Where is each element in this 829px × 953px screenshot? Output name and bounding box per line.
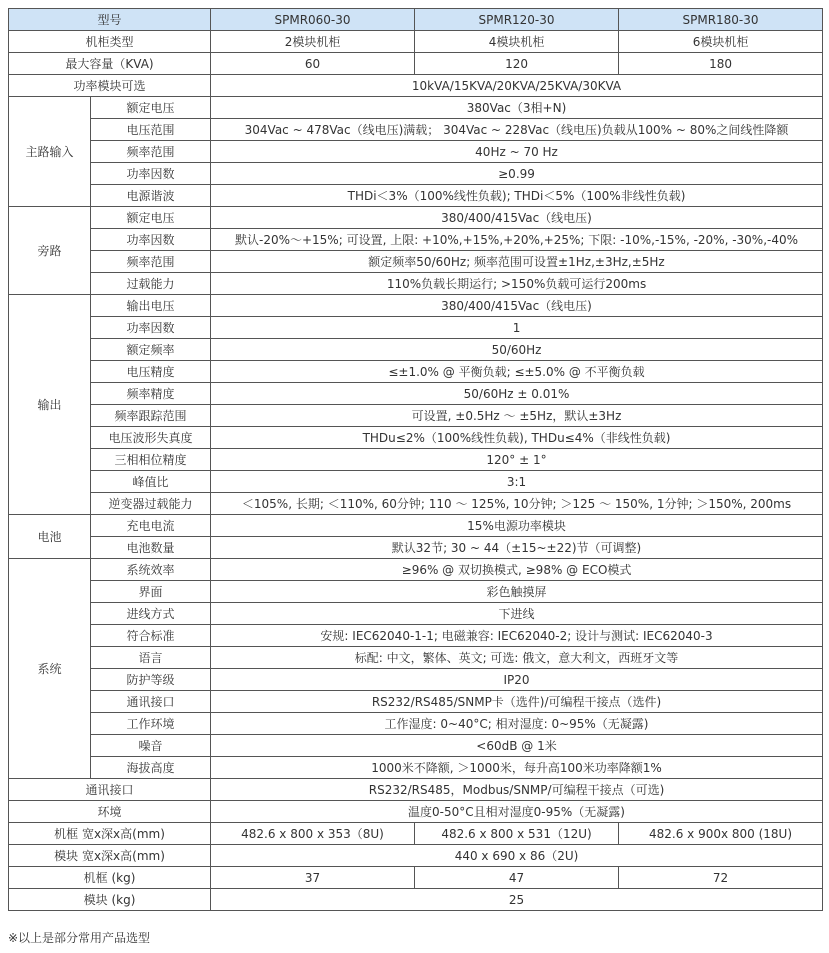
row-value: 安规: IEC62040-1-1; 电磁兼容: IEC62040-2; 设计与测试: IEC62040-3: [211, 625, 823, 647]
row-value: 380Vac（3相+N): [211, 97, 823, 119]
row-label: 最大容量（KVA): [9, 53, 211, 75]
row-label: 逆变器过载能力: [91, 493, 211, 515]
footnote: ※以上是部分常用产品选型: [8, 931, 151, 945]
spec-row: [9, 229, 823, 251]
spec-row: [9, 273, 823, 295]
row-label: 环境: [9, 801, 211, 823]
row-label: 通讯接口: [91, 691, 211, 713]
row-value: 60: [211, 53, 415, 75]
row-value: RS232/RS485，Modbus/SNMP/可编程干接点（可选): [211, 779, 823, 801]
row-value: 25: [211, 889, 823, 911]
row-value: 120° ± 1°: [211, 449, 823, 471]
row-label: 功率因数: [91, 163, 211, 185]
row-value: 304Vac ~ 478Vac（线电压)满载； 304Vac ~ 228Vac（线电压)负载从100% ~ 80%之间线性降额: [211, 119, 823, 141]
group-label: 旁路: [9, 207, 91, 295]
row-label: 进线方式: [91, 603, 211, 625]
row-label: 频率跟踪范围: [91, 405, 211, 427]
spec-row: [9, 537, 823, 559]
spec-row: [9, 801, 823, 823]
spec-row: [9, 691, 823, 713]
row-value: 标配: 中文，繁体、英文; 可选: 俄文，意大利文，西班牙文等: [211, 647, 823, 669]
row-label: 输出电压: [91, 295, 211, 317]
spec-row: [9, 317, 823, 339]
spec-row: [9, 163, 823, 185]
row-label: 功率因数: [91, 229, 211, 251]
row-value: THDu≤2%（100%线性负载), THDu≤4%（非线性负载): [211, 427, 823, 449]
spec-row: [9, 383, 823, 405]
row-label: 过载能力: [91, 273, 211, 295]
spec-row: [9, 119, 823, 141]
spec-row: [9, 75, 823, 97]
row-label: 电源谐波: [91, 185, 211, 207]
row-value: 1000米不降额, ＞1000米，每升高100米功率降额1%: [211, 757, 823, 779]
spec-row: [9, 185, 823, 207]
row-label: 峰值比: [91, 471, 211, 493]
row-label: 电压精度: [91, 361, 211, 383]
row-value: 47: [415, 867, 619, 889]
row-value: ＜105%, 长期; ＜110%, 60分钟; 110 ～ 125%, 10分钟; ＞125 ～ 150%, 1分钟; ＞150%, 200ms: [211, 493, 823, 515]
row-label: 充电电流: [91, 515, 211, 537]
row-label: 三相相位精度: [91, 449, 211, 471]
row-value: 10kVA/15KVA/20KVA/25KVA/30KVA: [211, 75, 823, 97]
spec-row: [9, 405, 823, 427]
model-header: SPMR060-30: [211, 9, 415, 31]
header-model-label: 型号: [9, 9, 211, 31]
spec-table: [8, 8, 823, 911]
row-label: 界面: [91, 581, 211, 603]
row-label: 海拔高度: [91, 757, 211, 779]
row-label: 机框 (kg): [9, 867, 211, 889]
spec-row: [9, 97, 823, 119]
spec-row: [9, 647, 823, 669]
spec-row: [9, 713, 823, 735]
row-value: 默认-20%～+15%; 可设置, 上限: +10%,+15%,+20%,+25%; 下限: -10%,-15%, -20%, -30%,-40%: [211, 229, 823, 251]
model-header: SPMR120-30: [415, 9, 619, 31]
row-label: 频率精度: [91, 383, 211, 405]
row-value: THDi＜3%（100%线性负载); THDi＜5%（100%非线性负载): [211, 185, 823, 207]
spec-row: [9, 625, 823, 647]
row-value: 可设置, ±0.5Hz ～ ±5Hz，默认±3Hz: [211, 405, 823, 427]
row-label: 符合标准: [91, 625, 211, 647]
spec-row: [9, 31, 823, 53]
spec-row: [9, 493, 823, 515]
spec-row: [9, 823, 823, 845]
group-label: 电池: [9, 515, 91, 559]
row-value: 120: [415, 53, 619, 75]
row-value: 482.6 x 800 x 353（8U): [211, 823, 415, 845]
row-value: IP20: [211, 669, 823, 691]
row-value: 40Hz ~ 70 Hz: [211, 141, 823, 163]
group-label: 系统: [9, 559, 91, 779]
spec-row: [9, 669, 823, 691]
row-label: 功率因数: [91, 317, 211, 339]
row-label: 机框 宽x深x高(mm): [9, 823, 211, 845]
row-value: 440 x 690 x 86（2U): [211, 845, 823, 867]
row-label: 电池数量: [91, 537, 211, 559]
row-value: 15%电源功率模块: [211, 515, 823, 537]
row-value: 50/60Hz ± 0.01%: [211, 383, 823, 405]
spec-row: [9, 251, 823, 273]
group-label: 输出: [9, 295, 91, 515]
row-value: 50/60Hz: [211, 339, 823, 361]
row-value: ≥0.99: [211, 163, 823, 185]
spec-row: [9, 845, 823, 867]
row-value: 温度0-50°C且相对湿度0-95%（无凝露): [211, 801, 823, 823]
spec-row: [9, 53, 823, 75]
row-value: 3:1: [211, 471, 823, 493]
row-value: 6模块机柜: [619, 31, 823, 53]
row-label: 模块 (kg): [9, 889, 211, 911]
spec-row: [9, 339, 823, 361]
row-value: 4模块机柜: [415, 31, 619, 53]
row-label: 电压波形失真度: [91, 427, 211, 449]
row-value: 1: [211, 317, 823, 339]
spec-row: [9, 735, 823, 757]
row-value: 380/400/415Vac（线电压): [211, 207, 823, 229]
header-row: [9, 9, 823, 31]
row-label: 噪音: [91, 735, 211, 757]
row-label: 电压范围: [91, 119, 211, 141]
row-label: 模块 宽x深x高(mm): [9, 845, 211, 867]
row-value: <60dB @ 1米: [211, 735, 823, 757]
row-value: 彩色触摸屏: [211, 581, 823, 603]
row-value: 额定频率50/60Hz; 频率范围可设置±1Hz,±3Hz,±5Hz: [211, 251, 823, 273]
spec-row: [9, 361, 823, 383]
row-value: ≤±1.0% @ 平衡负载; ≤±5.0% @ 不平衡负载: [211, 361, 823, 383]
model-header: SPMR180-30: [619, 9, 823, 31]
row-value: 下进线: [211, 603, 823, 625]
spec-row: [9, 295, 823, 317]
spec-row: [9, 757, 823, 779]
row-label: 功率模块可选: [9, 75, 211, 97]
row-value: RS232/RS485/SNMP卡（选件)/可编程干接点（选件): [211, 691, 823, 713]
row-label: 额定电压: [91, 207, 211, 229]
row-value: 72: [619, 867, 823, 889]
row-value: 2模块机柜: [211, 31, 415, 53]
row-label: 语言: [91, 647, 211, 669]
row-label: 额定频率: [91, 339, 211, 361]
spec-row: [9, 559, 823, 581]
spec-row: [9, 515, 823, 537]
spec-row: [9, 603, 823, 625]
row-label: 额定电压: [91, 97, 211, 119]
row-label: 系统效率: [91, 559, 211, 581]
spec-row: [9, 889, 823, 911]
spec-row: [9, 141, 823, 163]
row-value: ≥96% @ 双切换模式, ≥98% @ ECO模式: [211, 559, 823, 581]
spec-row: [9, 471, 823, 493]
group-label: 主路输入: [9, 97, 91, 207]
row-label: 防护等级: [91, 669, 211, 691]
spec-row: [9, 207, 823, 229]
spec-row: [9, 581, 823, 603]
row-value: 482.6 x 800 x 531（12U): [415, 823, 619, 845]
row-value: 380/400/415Vac（线电压): [211, 295, 823, 317]
row-value: 工作湿度: 0~40°C; 相对湿度: 0~95%（无凝露): [211, 713, 823, 735]
spec-row: [9, 867, 823, 889]
row-label: 频率范围: [91, 251, 211, 273]
row-label: 通讯接口: [9, 779, 211, 801]
spec-row: [9, 779, 823, 801]
row-value: 默认32节; 30 ~ 44（±15~±22)节（可调整): [211, 537, 823, 559]
row-value: 37: [211, 867, 415, 889]
row-label: 频率范围: [91, 141, 211, 163]
row-value: 482.6 x 900x 800 (18U): [619, 823, 823, 845]
row-label: 机柜类型: [9, 31, 211, 53]
row-value: 180: [619, 53, 823, 75]
row-value: 110%负载长期运行; >150%负载可运行200ms: [211, 273, 823, 295]
row-label: 工作环境: [91, 713, 211, 735]
spec-row: [9, 449, 823, 471]
spec-row: [9, 427, 823, 449]
